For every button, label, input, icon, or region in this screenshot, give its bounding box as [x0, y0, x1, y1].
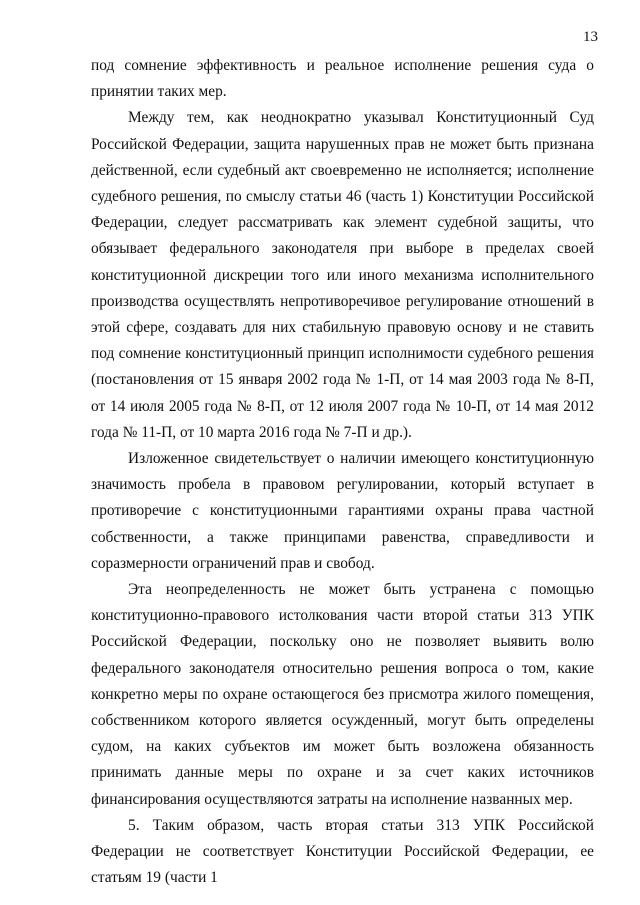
- paragraph-5: 5. Таким образом, часть вторая статьи 313 УПК Российской Федерации не соответствует Конституции Российской Федерации, ее статьям 19 (части 1: [91, 816, 594, 887]
- paragraph-1: под сомнение эффективность и реальное исполнение решения суда о принятии таких мер.: [91, 57, 594, 101]
- page-number: 13: [583, 29, 598, 45]
- paragraph-3: Изложенное свидетельствует о наличии имеющего конституционную значимость пробела в правовом регулировании, который вступает в противоречие с конституционными гарантиями охраны права частной собственности, а также принципами равенства, справедливости и соразмерности ограничений прав и свобод.: [91, 450, 594, 572]
- paragraph-2: Между тем, как неоднократно указывал Конституционный Суд Российской Федерации, защита нарушенных прав не может быть признана действенной, если судебный акт своевременно не исполняется; исполнение судебного решения, по смыслу статьи 46 (часть 1) Конституции Российской Федерации, следует рассматривать как элемент судебной защиты, что обязывает федерального законодателя при выборе в пределах своей конституционной дискреции того или иного механизма исполнительного производства осуществлять непротиворечивое регулирование отношений в этой сфере, создавать для них стабильную правовую основу и не ставить под сомнение конституционный принцип исполнимости судебного решения (постановления от 15 января 2002 года № 1-П, от 14 мая 2003 года № 8-П, от 14 июля 2005 года № 8-П, от 12 июля 2007 года № 10-П, от 14 мая 2012 года № 11-П, от 10 марта 2016 года № 7-П и др.).: [91, 109, 594, 441]
- paragraph-4: Эта неопределенность не может быть устранена с помощью конституционно-правового истолкования части второй статьи 313 УПК Российской Федерации, поскольку оно не позволяет выявить волю федерального законодателя относительно решения вопроса о том, какие конкретно меры по охране остающегося без присмотра жилого помещения, собственником которого является осужденный, могут быть определены судом, на каких субъектов им может быть возложена обязанность принимать данные меры по охране и за счет каких источников финансирования осуществляются затраты на исполнение названных мер.: [91, 581, 594, 808]
- document-body: [91, 53, 594, 892]
